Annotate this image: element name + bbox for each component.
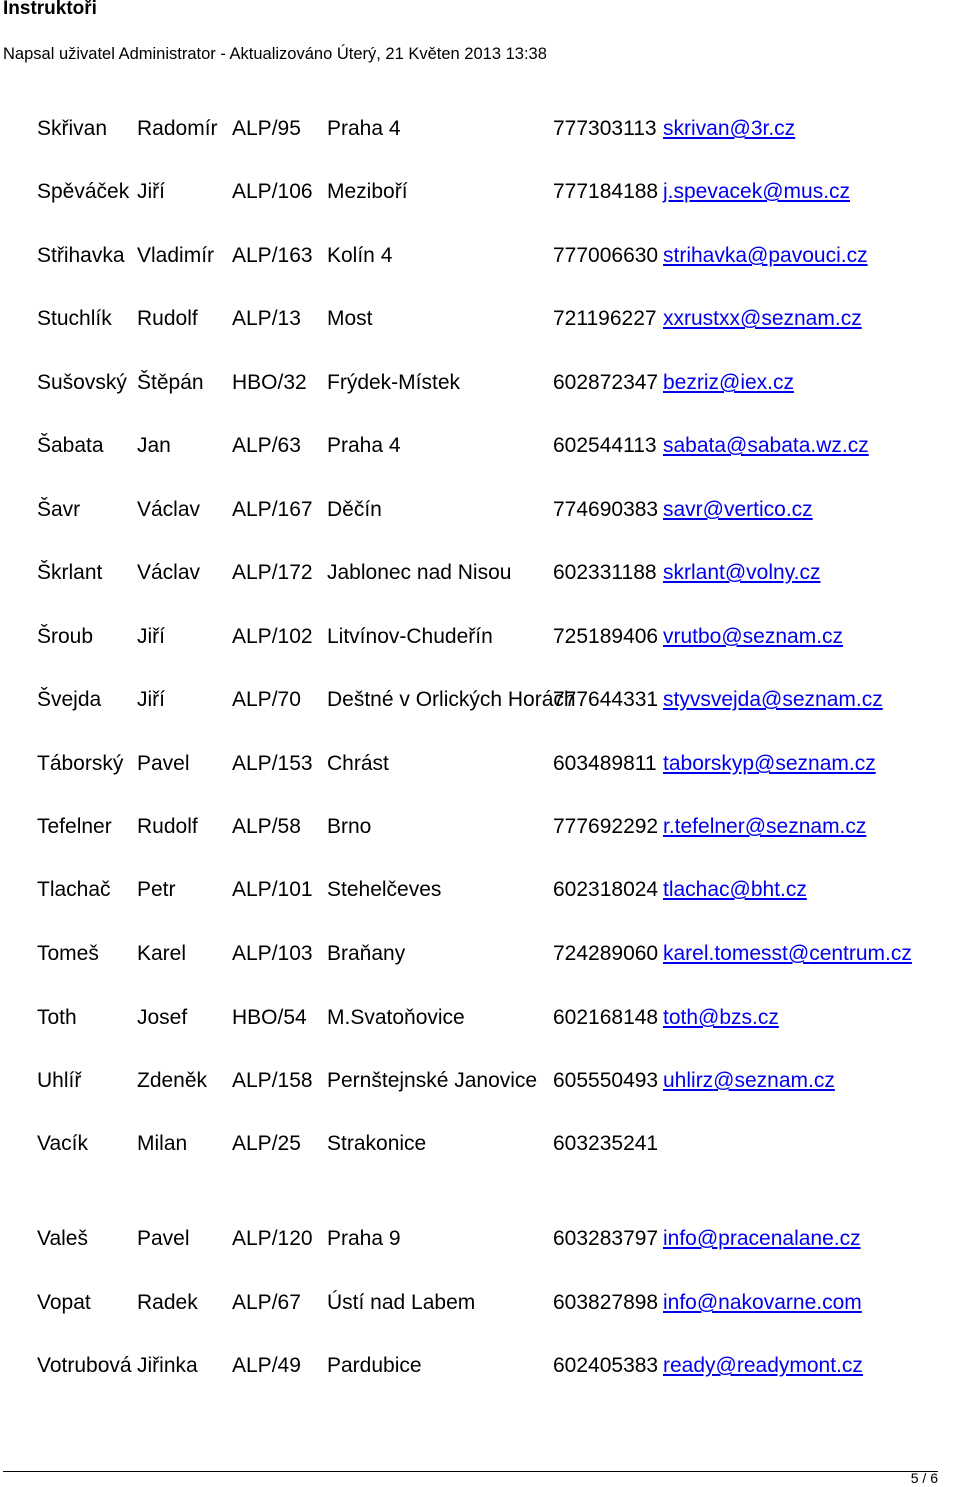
last-name: Šavr — [37, 498, 81, 521]
table-row — [0, 558, 960, 588]
table-row — [0, 685, 960, 715]
phone: 602331188 — [553, 561, 657, 584]
article-meta: Napsal uživatel Administrator - Aktualizováno Úterý, 21 Květen 2013 13:38 — [3, 45, 547, 63]
last-name: Tomeš — [37, 942, 99, 965]
city: Brno — [327, 815, 372, 838]
instructor-code: ALP/63 — [232, 434, 301, 457]
email-link[interactable]: j.spevacek@mus.cz — [663, 180, 851, 203]
footer-divider — [3, 1471, 938, 1472]
first-name: Pavel — [137, 1227, 190, 1250]
instructor-code: HBO/32 — [232, 371, 307, 394]
last-name: Toth — [37, 1006, 77, 1029]
email-link[interactable]: skrivan@3r.cz — [663, 117, 796, 140]
table-row — [0, 495, 960, 525]
instructor-code: ALP/13 — [232, 307, 301, 330]
email-link[interactable]: savr@vertico.cz — [663, 498, 813, 521]
city: Most — [327, 307, 373, 330]
city: Kolín 4 — [327, 244, 393, 267]
instructor-code: ALP/58 — [232, 815, 301, 838]
last-name: Stuchlík — [37, 307, 112, 330]
email-link[interactable]: vrutbo@seznam.cz — [663, 625, 844, 648]
table-row — [0, 812, 960, 842]
table-row — [0, 368, 960, 398]
city: Děčín — [327, 498, 382, 521]
instructor-code: ALP/95 — [232, 117, 301, 140]
email-link[interactable]: bezriz@iex.cz — [663, 371, 795, 394]
phone: 774690383 — [553, 498, 659, 521]
instructor-code: ALP/103 — [232, 942, 313, 965]
table-row — [0, 875, 960, 905]
first-name: Jan — [137, 434, 171, 457]
first-name: Štěpán — [137, 371, 204, 394]
first-name: Václav — [137, 561, 201, 584]
email-link[interactable]: strihavka@pavouci.cz — [663, 244, 868, 267]
phone: 725189406 — [553, 625, 659, 648]
first-name: Zdeněk — [137, 1069, 208, 1092]
phone: 777692292 — [553, 815, 659, 838]
city: Jablonec nad Nisou — [327, 561, 512, 584]
last-name: Votrubová — [37, 1354, 132, 1377]
phone: 777184188 — [553, 180, 659, 203]
city: Pardubice — [327, 1354, 422, 1377]
first-name: Josef — [137, 1006, 188, 1029]
email-link[interactable]: ready@readymont.cz — [663, 1354, 863, 1377]
instructor-code: ALP/106 — [232, 180, 313, 203]
email-link[interactable]: skrlant@volny.cz — [663, 561, 821, 584]
email-link[interactable]: tlachac@bht.cz — [663, 878, 807, 901]
city: Litvínov-Chudeřín — [327, 625, 493, 648]
last-name: Táborský — [37, 752, 124, 775]
last-name: Valeš — [37, 1227, 88, 1250]
last-name: Šroub — [37, 625, 94, 648]
email-link[interactable]: r.tefelner@seznam.cz — [663, 815, 867, 838]
first-name: Radomír — [137, 117, 218, 140]
first-name: Jiří — [137, 180, 165, 203]
city: Strakonice — [327, 1132, 427, 1155]
instructor-code: ALP/49 — [232, 1354, 301, 1377]
last-name: Sušovský — [37, 371, 127, 394]
instructor-code: ALP/163 — [232, 244, 313, 267]
last-name: Škrlant — [37, 561, 103, 584]
last-name: Spěváček — [37, 180, 130, 203]
city: Frýdek-Místek — [327, 371, 461, 394]
email-link[interactable]: xxrustxx@seznam.cz — [663, 307, 862, 330]
city: Chrást — [327, 752, 389, 775]
last-name: Vacík — [37, 1132, 88, 1155]
first-name: Radek — [137, 1291, 198, 1314]
table-row — [0, 1288, 960, 1318]
phone: 602318024 — [553, 878, 659, 901]
phone: 777303113 — [553, 117, 657, 140]
phone: 721196227 — [553, 307, 657, 330]
instructor-code: ALP/25 — [232, 1132, 301, 1155]
table-row — [0, 431, 960, 461]
phone: 603235241 — [553, 1132, 659, 1155]
instructor-code: ALP/153 — [232, 752, 313, 775]
phone: 603827898 — [553, 1291, 659, 1314]
city: Ústí nad Labem — [327, 1291, 476, 1314]
table-row — [0, 749, 960, 779]
last-name: Uhlíř — [37, 1069, 82, 1092]
first-name: Petr — [137, 878, 176, 901]
city: Praha 9 — [327, 1227, 401, 1250]
instructor-code: ALP/70 — [232, 688, 301, 711]
table-row — [0, 1129, 960, 1159]
phone: 602544113 — [553, 434, 657, 457]
city: Meziboří — [327, 180, 408, 203]
first-name: Václav — [137, 498, 201, 521]
last-name: Šabata — [37, 434, 104, 457]
instructor-code: ALP/167 — [232, 498, 313, 521]
first-name: Karel — [137, 942, 187, 965]
instructor-code: ALP/172 — [232, 561, 313, 584]
instructor-code: ALP/120 — [232, 1227, 313, 1250]
city: Braňany — [327, 942, 406, 965]
page-number: 5 / 6 — [910, 1470, 938, 1486]
first-name: Jiří — [137, 688, 165, 711]
phone: 724289060 — [553, 942, 659, 965]
first-name: Rudolf — [137, 307, 198, 330]
last-name: Tefelner — [37, 815, 112, 838]
last-name: Tlachač — [37, 878, 111, 901]
page-title: Instruktoři — [3, 0, 97, 19]
email-link[interactable]: toth@bzs.cz — [663, 1006, 779, 1029]
table-row — [0, 114, 960, 144]
phone: 602168148 — [553, 1006, 659, 1029]
phone: 602405383 — [553, 1354, 659, 1377]
phone: 602872347 — [553, 371, 659, 394]
last-name: Švejda — [37, 688, 102, 711]
table-row — [0, 177, 960, 207]
city: Praha 4 — [327, 117, 401, 140]
table-row — [0, 1351, 960, 1381]
last-name: Střihavka — [37, 244, 125, 267]
last-name: Skřivan — [37, 117, 108, 140]
city: Praha 4 — [327, 434, 401, 457]
phone: 605550493 — [553, 1069, 659, 1092]
table-row — [0, 241, 960, 271]
phone: 777006630 — [553, 244, 659, 267]
table-row — [0, 1224, 960, 1254]
email-link[interactable]: sabata@sabata.wz.cz — [663, 434, 869, 457]
phone: 603489811 — [553, 752, 657, 775]
first-name: Jiřinka — [137, 1354, 198, 1377]
first-name: Rudolf — [137, 815, 198, 838]
instructor-code: ALP/67 — [232, 1291, 301, 1314]
table-row — [0, 304, 960, 334]
phone: 777644331 — [553, 688, 659, 711]
instructor-code: ALP/101 — [232, 878, 313, 901]
city: M.Svatoňovice — [327, 1006, 465, 1029]
email-link[interactable]: info@nakovarne.com — [663, 1291, 862, 1314]
email-link[interactable]: uhlirz@seznam.cz — [663, 1069, 835, 1092]
instructor-code: HBO/54 — [232, 1006, 307, 1029]
table-row — [0, 1003, 960, 1033]
city: Deštné v Orlických Horách — [327, 688, 576, 711]
phone: 603283797 — [553, 1227, 659, 1250]
last-name: Vopat — [37, 1291, 91, 1314]
instructor-code: ALP/102 — [232, 625, 313, 648]
email-link[interactable]: info@pracenalane.cz — [663, 1227, 861, 1250]
email-link[interactable]: styvsvejda@seznam.cz — [663, 688, 883, 711]
city: Pernštejnské Janovice — [327, 1069, 538, 1092]
city: Stehelčeves — [327, 878, 442, 901]
first-name: Jiří — [137, 625, 165, 648]
first-name: Milan — [137, 1132, 188, 1155]
table-row — [0, 1066, 960, 1096]
table-row — [0, 622, 960, 652]
instructor-code: ALP/158 — [232, 1069, 313, 1092]
first-name: Pavel — [137, 752, 190, 775]
email-link[interactable]: taborskyp@seznam.cz — [663, 752, 876, 775]
table-row — [0, 939, 960, 969]
email-link[interactable]: karel.tomesst@centrum.cz — [663, 942, 912, 965]
first-name: Vladimír — [137, 244, 215, 267]
